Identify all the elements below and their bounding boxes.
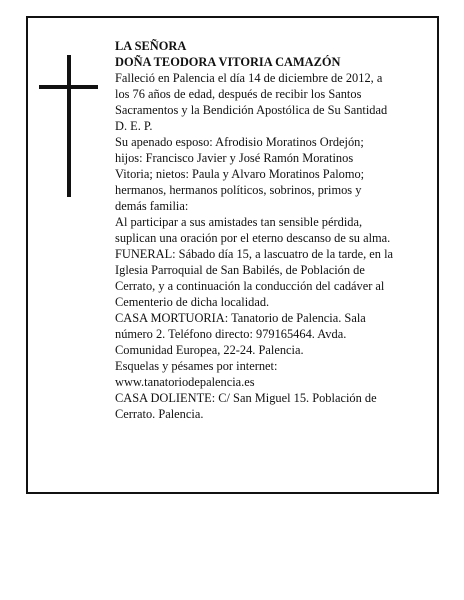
funeral-line: FUNERAL: Sábado día 15, a lascuatro de la tarde, en la xyxy=(115,247,394,261)
family-line: Su apenado esposo: Afrodisio Moratinos Ordejón; xyxy=(115,135,364,149)
deceased-name: DOÑA TEODORA VITORIA CAMAZÓN xyxy=(115,55,341,69)
death-line: Falleció en Palencia el día 14 de diciembre de 2012, a xyxy=(115,71,383,85)
funeral-line: Cerrato, y a continuación la conducción del cadáver al xyxy=(115,279,385,293)
death-line: Sacramentos y la Bendición Apostólica de Su Santidad xyxy=(115,103,388,117)
obituary-text xyxy=(115,38,427,422)
internet-paragraph xyxy=(115,358,427,390)
family-paragraph xyxy=(115,134,427,214)
request-line: suplican una oración por el eterno descanso de su alma. xyxy=(115,231,391,245)
family-line: demás familia: xyxy=(115,199,189,213)
mortuary-line: CASA MORTUORIA: Tanatorio de Palencia. Sala xyxy=(115,311,366,325)
mortuary-paragraph xyxy=(115,310,427,358)
deceased-title: LA SEÑORA xyxy=(115,39,187,53)
internet-line: Esquelas y pésames por internet: xyxy=(115,359,278,373)
mortuary-line: Comunidad Europea, 22-24. Palencia. xyxy=(115,343,304,357)
mourning-house-line: CASA DOLIENTE: C/ San Miguel 15. Población de xyxy=(115,391,377,405)
family-line: hermanos, hermanos políticos, sobrinos, primos y xyxy=(115,183,362,197)
website-link[interactable]: www.tanatoriodepalencia.es xyxy=(115,375,255,389)
cross-icon xyxy=(67,55,71,197)
mourning-house-line: Cerrato. Palencia. xyxy=(115,407,204,421)
mourning-house-paragraph xyxy=(115,390,427,422)
funeral-line: Iglesia Parroquial de San Babilés, de Población de xyxy=(115,263,365,277)
family-line: Vitoria; nietos: Paula y Alvaro Moratinos Palomo; xyxy=(115,167,365,181)
death-line: D. E. P. xyxy=(115,119,153,133)
family-line: hijos: Francisco Javier y José Ramón Moratinos xyxy=(115,151,354,165)
mortuary-line: número 2. Teléfono directo: 979165464. Avda. xyxy=(115,327,347,341)
death-paragraph xyxy=(115,70,427,134)
request-line: Al participar a sus amistades tan sensible pérdida, xyxy=(115,215,363,229)
funeral-paragraph xyxy=(115,246,427,310)
death-line: los 76 años de edad, después de recibir los Santos xyxy=(115,87,362,101)
funeral-line: Cementerio de dicha localidad. xyxy=(115,295,270,309)
cross-icon-bar xyxy=(39,85,98,89)
request-paragraph xyxy=(115,214,427,246)
